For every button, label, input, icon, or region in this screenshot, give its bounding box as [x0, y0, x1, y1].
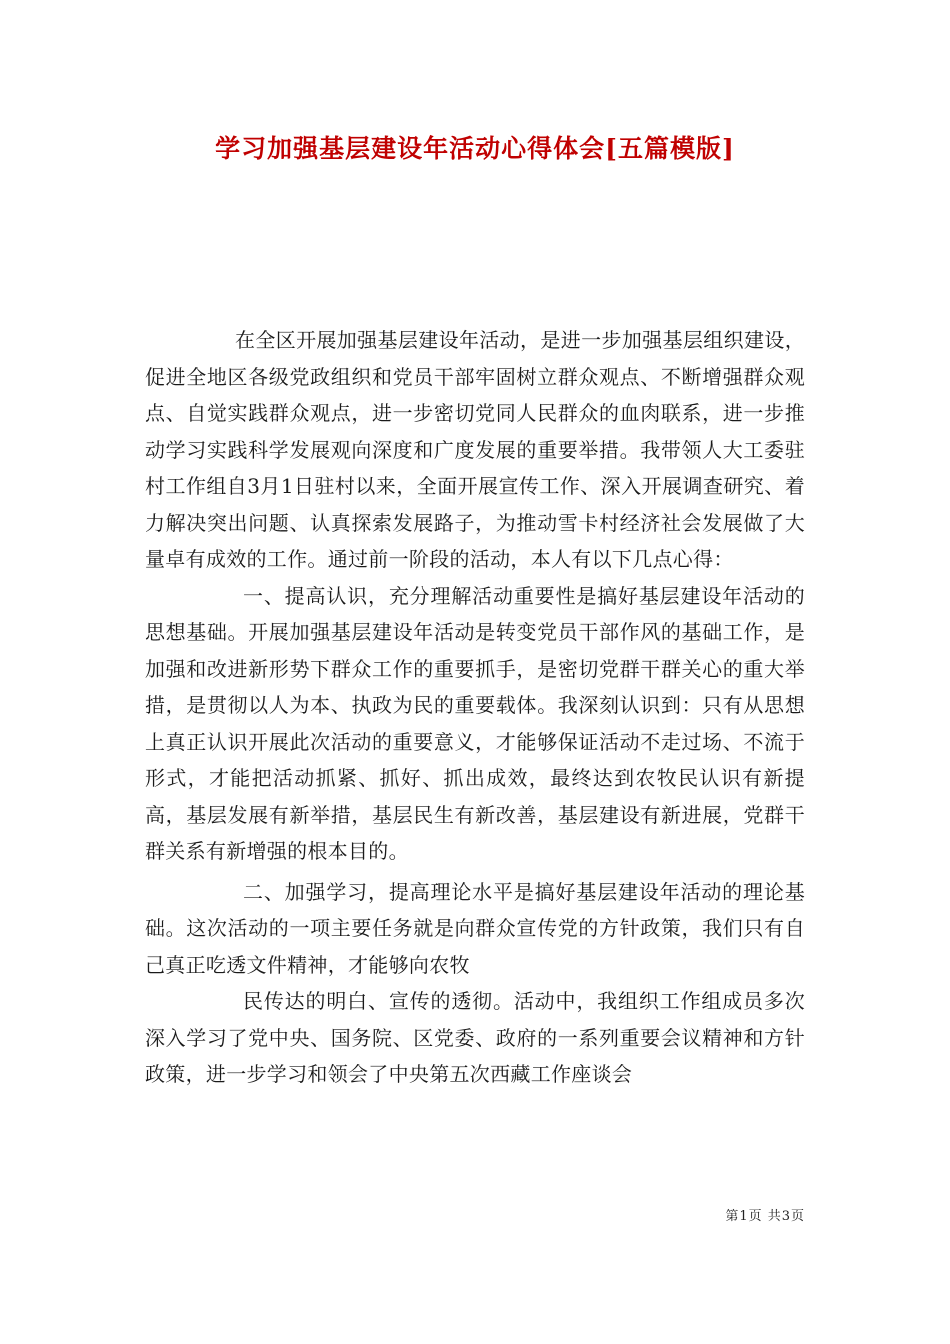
document-body — [145, 322, 805, 1093]
paragraph-point-two-continued: 民传达的明白、宣传的透彻。活动中，我组织工作组成员多次深入学习了党中央、国务院、区党委、政府的一系列重要会议精神和方针政策，进一步学习和领会了中央第五次西藏工作座谈会 — [145, 989, 805, 1086]
paragraph-intro: 在全区开展加强基层建设年活动，是进一步加强基层组织建设，促进全地区各级党政组织和党员干部牢固树立群众观点、不断增强群众观点、自觉实践群众观点，进一步密切党同人民群众的血肉联系，进一步推动学习实践科学发展观向深度和广度发展的重要举措。我带领人大工委驻村工作组自3月1日驻村以来，全面开展宣传工作、深入开展调查研究、着力解决突出问题、认真探索发展路子，为推动雪卡村经济社会发展做了大量卓有成效的工作。通过前一阶段的活动，本人有以下几点心得： — [145, 328, 805, 571]
paragraph-point-one: 一、提高认识，充分理解活动重要性是搞好基层建设年活动的思想基础。开展加强基层建设年活动是转变党员干部作风的基础工作，是加强和改进新形势下群众工作的重要抓手，是密切党群干群关心的重大举措，是贯彻以人为本、执政为民的重要载体。我深刻认识到：只有从思想上真正认识开展此次活动的重要意义，才能够保证活动不走过场、不流于形式，才能把活动抓紧、抓好、抓出成效，最终达到农牧民认识有新提高，基层发展有新举措，基层民生有新改善，基层建设有新进展，党群干群关系有新增强的根本目的。 — [145, 583, 805, 863]
document-title: 学习加强基层建设年活动心得体会[五篇模版] — [215, 134, 735, 163]
paragraph-point-two: 二、加强学习，提高理论水平是搞好基层建设年活动的理论基础。这次活动的一项主要任务就是向群众宣传党的方针政策，我们只有自己真正吃透文件精神，才能够向农牧 — [145, 879, 805, 977]
page-number: 第1页 共3页 — [725, 1209, 805, 1224]
